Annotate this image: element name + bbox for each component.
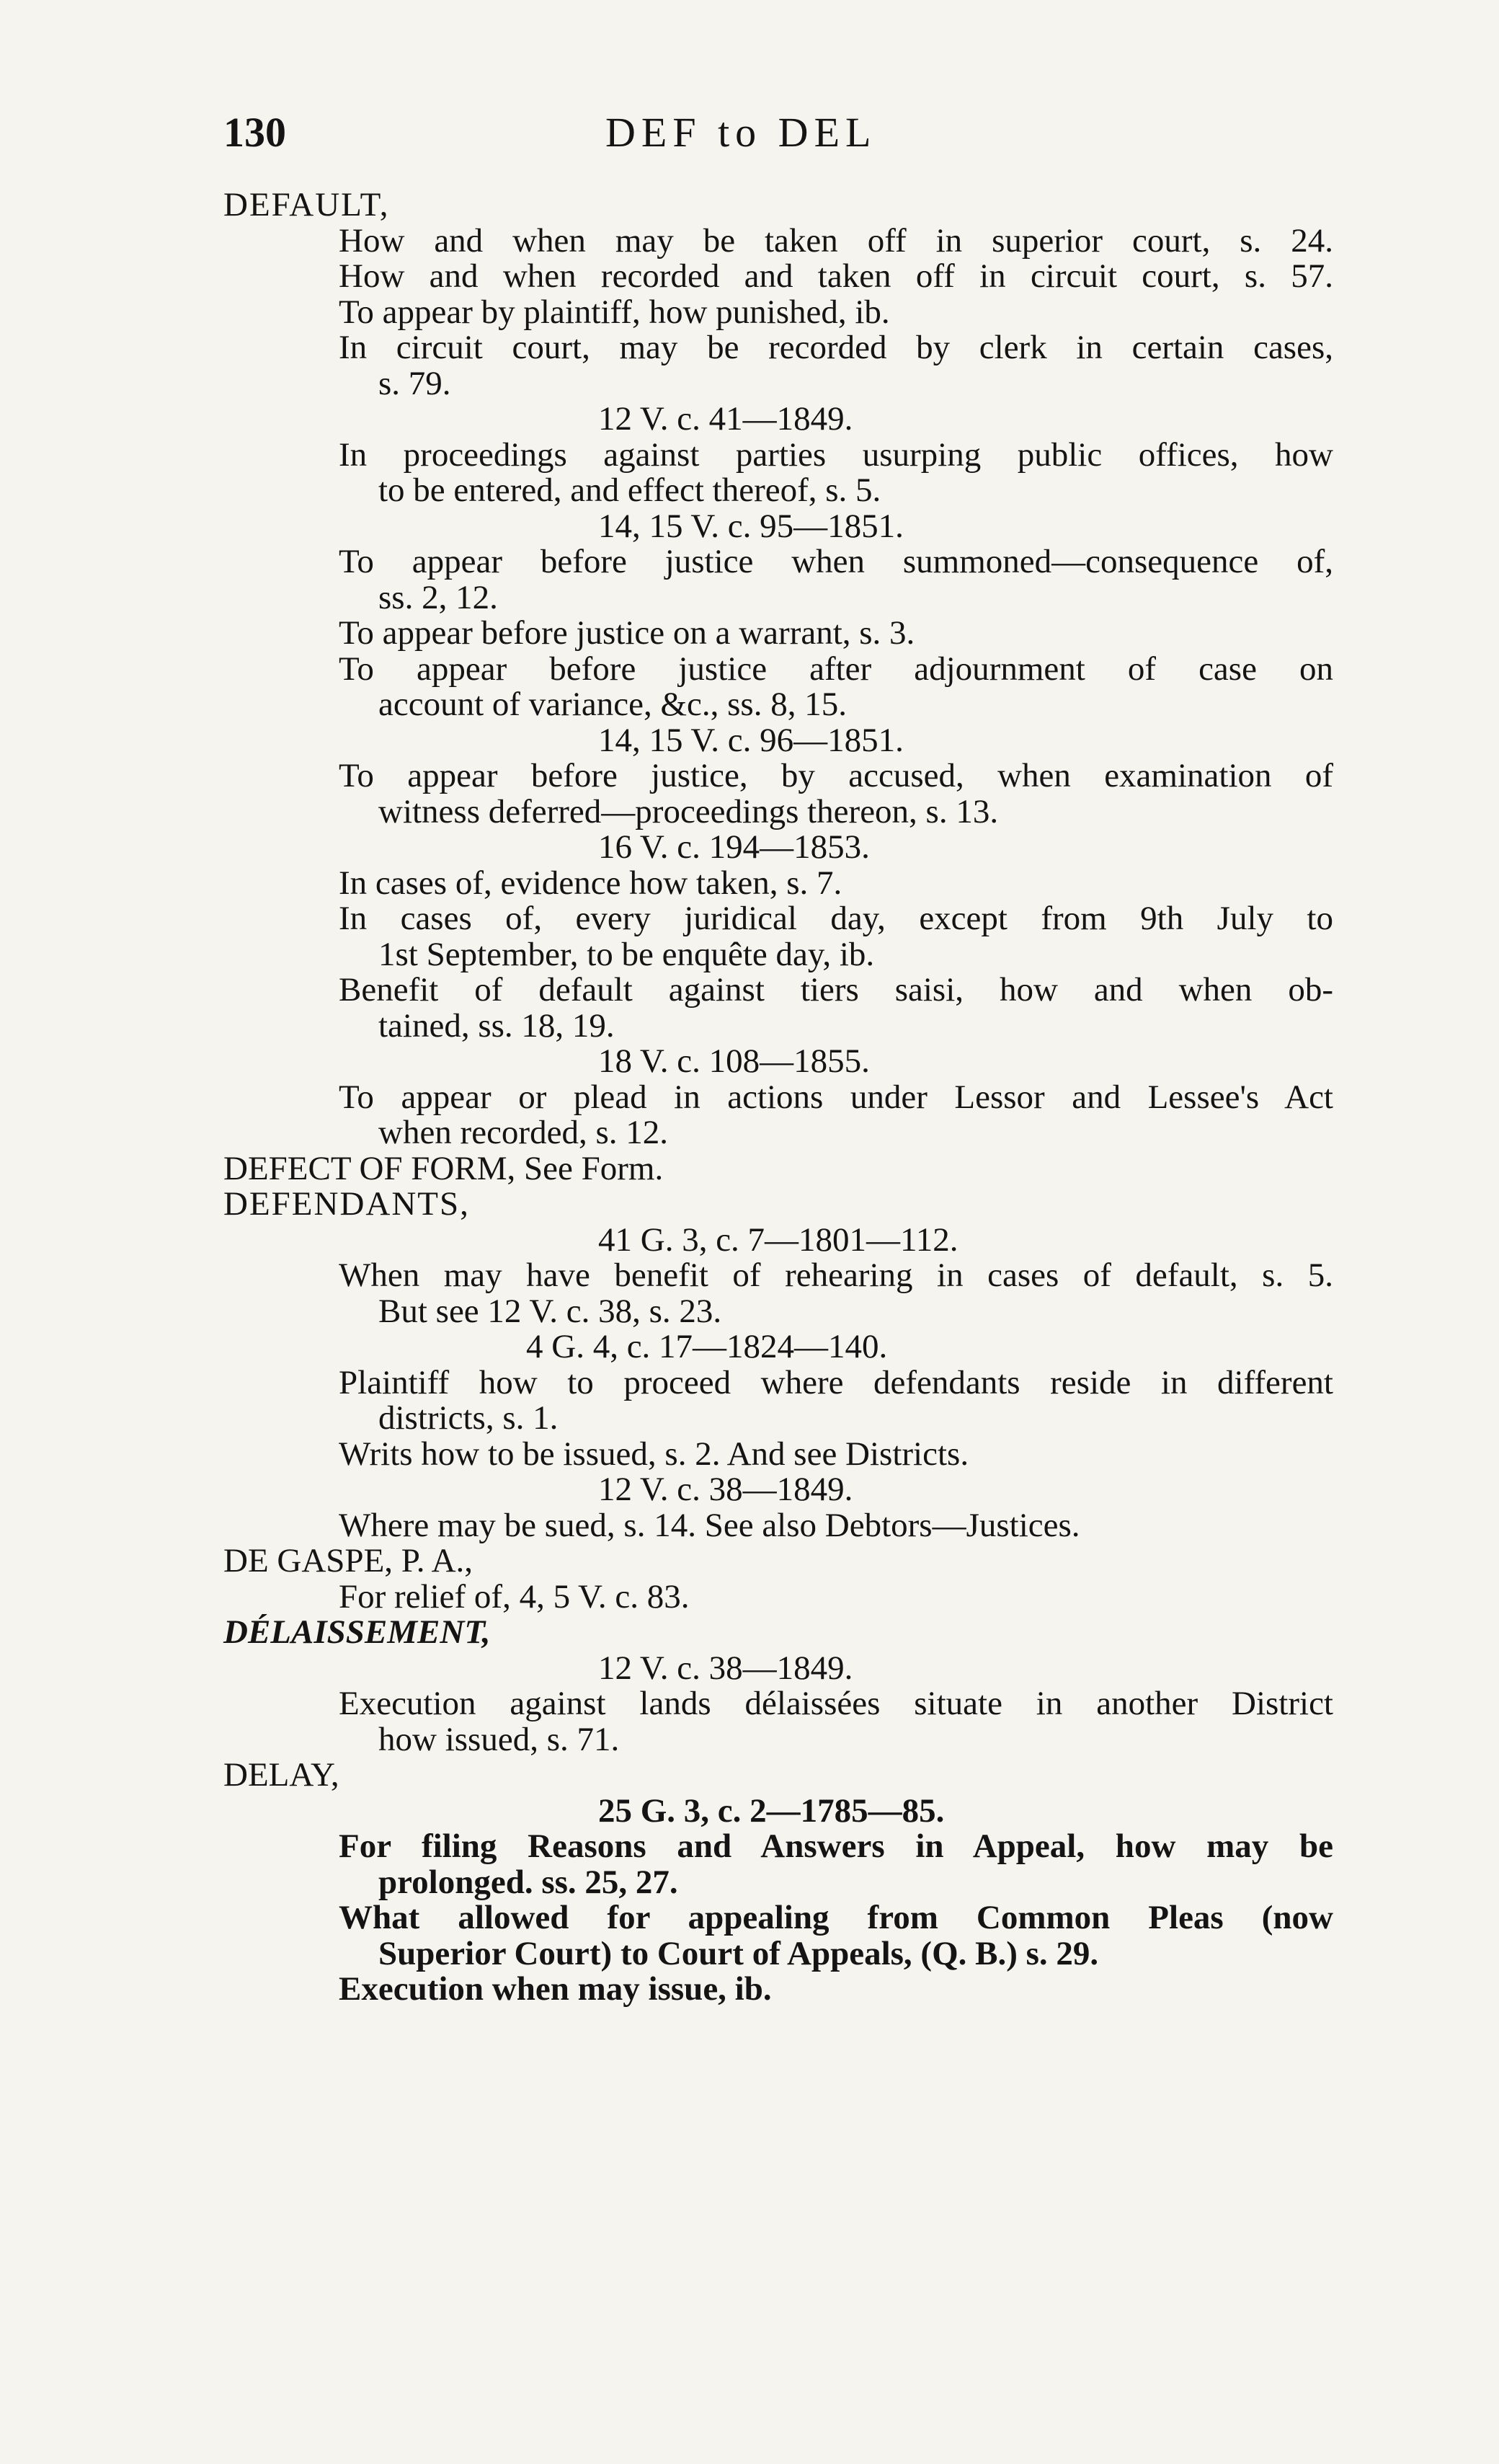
statute-citation: 25 G. 3, c. 2—1785—85. [598,1791,945,1830]
index-entry-line: But see 12 V. c. 38, s. 23. [378,1292,722,1330]
index-entry-line: Execution when may issue, ib. [339,1970,772,2008]
index-entry-line: To appear before justice on a warrant, s. 3. [339,614,915,652]
index-entry-line: For relief of, 4, 5 V. c. 83. [339,1577,690,1616]
index-heading: DE GASPE, P. A., [223,1542,473,1579]
statute-citation: 12 V. c. 38—1849. [598,1471,853,1508]
index-heading: DEFENDANTS, [223,1185,470,1223]
index-heading: DEFECT OF FORM, See Form. [223,1149,664,1187]
page-header [223,108,1376,173]
index-entry-line: To appear before justice, by accused, when examination of [339,757,1333,794]
running-head: DEF to DEL [605,109,877,156]
statute-citation: 41 G. 3, c. 7—1801—112. [598,1220,958,1259]
index-entry-line: How and when may be taken off in superior court, s. 24. [339,221,1333,260]
index-entry-line: s. 79. [378,364,451,402]
index-entry-line: To appear or plead in actions under Lessor and Lessee's Act [339,1078,1333,1116]
index-entry-line: districts, s. 1. [378,1399,559,1437]
statute-citation: 14, 15 V. c. 95—1851. [598,507,904,545]
index-entry-line: Benefit of default against tiers saisi, how and when ob- [339,971,1333,1009]
index-entry-line: witness deferred—proceedings thereon, s. 13. [378,792,999,830]
index-entry-line: tained, ss. 18, 19. [378,1006,615,1045]
statute-citation: 12 V. c. 41—1849. [598,400,853,438]
index-entry-line: Where may be sued, s. 14. See also Debtors—Justices. [339,1506,1080,1544]
index-entry-line: prolonged. ss. 25, 27. [378,1863,678,1901]
index-entry-line: To appear before justice when summoned—consequence of, [339,543,1333,580]
statute-citation: 16 V. c. 194—1853. [598,828,870,866]
statute-citation: 12 V. c. 38—1849. [598,1649,853,1687]
statute-citation: 14, 15 V. c. 96—1851. [598,721,904,759]
index-entry-line: In circuit court, may be recorded by clerk in certain cases, [339,329,1333,366]
index-entry-line: Writs how to be issued, s. 2. And see Districts. [339,1435,969,1473]
index-entry-line: when recorded, s. 12. [378,1114,668,1151]
index-entry-line: In cases of, every juridical day, except from 9th July to [339,900,1333,937]
index-entry-line: how issued, s. 71. [378,1720,620,1758]
statute-citation: 4 G. 4, c. 17—1824—140. [526,1328,888,1365]
index-entry-line: To appear by plaintiff, how punished, ib. [339,293,890,331]
index-entry-line: 1st September, to be enquête day, ib. [378,935,875,973]
index-entry-line: To appear before justice after adjournment of case on [339,650,1333,688]
index-heading: DÉLAISSEMENT, [223,1613,491,1651]
index-entry-line: Execution against lands délaissées situate in another District [339,1685,1333,1722]
index-entry-line: What allowed for appealing from Common Pleas (now [339,1899,1333,1936]
index-heading: DELAY, [223,1756,339,1794]
index-heading: DEFAULT, [223,186,390,223]
index-body [223,187,1348,2008]
index-entry-line: For filing Reasons and Answers in Appeal, how may be [339,1827,1333,1865]
page-number: 130 [223,109,286,156]
index-entry-line: In cases of, evidence how taken, s. 7. [339,864,842,902]
index-entry-line: How and when recorded and taken off in circuit court, s. 57. [339,257,1333,295]
statute-citation: 18 V. c. 108—1855. [598,1042,870,1080]
index-entry-line: When may have benefit of rehearing in cases of default, s. 5. [339,1257,1333,1294]
index-entry-line: ss. 2, 12. [378,578,498,616]
index-entry-line: Superior Court) to Court of Appeals, (Q. B.) s. 29. [378,1934,1099,1972]
index-entry-line: Plaintiff how to proceed where defendants reside in different [339,1363,1333,1401]
index-entry-line: In proceedings against parties usurping public offices, how [339,435,1333,474]
index-entry-line: to be entered, and effect thereof, s. 5. [378,471,881,509]
index-entry-line: account of variance, &c., ss. 8, 15. [378,686,847,723]
